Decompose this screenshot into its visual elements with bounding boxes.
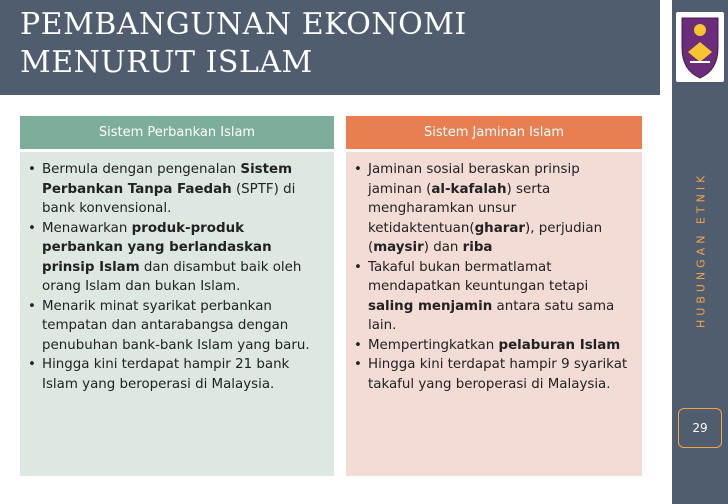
list-item: • Menarik minat syarikat perbankan tempatan dan antarabangsa dengan penubuhan bank-bank Islam yang baru. bbox=[42, 297, 326, 356]
right-column-body bbox=[346, 152, 642, 476]
list-item: • Takaful bukan bermatlamat mendapatkan keuntungan tetapi saling menjamin antara satu sama lain. bbox=[368, 258, 634, 336]
list-item: • Hingga kini terdapat hampir 9 syarikat takaful yang beroperasi di Malaysia. bbox=[368, 355, 634, 394]
list-item: • Mempertingkatkan pelaburan Islam bbox=[368, 336, 634, 356]
list-item: • Hingga kini terdapat hampir 21 bank Islam yang beroperasi di Malaysia. bbox=[42, 355, 326, 394]
left-column-body bbox=[20, 152, 334, 476]
page-number: 29 bbox=[678, 408, 722, 448]
list-item: • Bermula dengan pengenalan Sistem Perbankan Tanpa Faedah (SPTF) di bank konvensional. bbox=[42, 160, 326, 219]
side-label: HUBUNGAN ETNIK bbox=[694, 171, 708, 329]
title-bar bbox=[0, 0, 660, 95]
university-logo bbox=[676, 12, 724, 82]
list-item: • Jaminan sosial beraskan prinsip jaminan (al-kafalah) serta mengharamkan unsur ketidaktentuan(gharar), perjudian (maysir) dan riba bbox=[368, 160, 634, 258]
page-title: PEMBANGUNAN EKONOMI MENURUT ISLAM bbox=[20, 7, 467, 80]
logo-icon bbox=[676, 12, 724, 82]
left-column-header: Sistem Perbankan Islam bbox=[20, 116, 334, 149]
list-item: • Menawarkan produk-produk perbankan yang berlandaskan prinsip Islam dan disambut baik oleh orang Islam dan bukan Islam. bbox=[42, 219, 326, 297]
right-column-header: Sistem Jaminan Islam bbox=[346, 116, 642, 149]
left-bullet-list bbox=[28, 160, 326, 394]
right-bullet-list bbox=[354, 160, 634, 394]
